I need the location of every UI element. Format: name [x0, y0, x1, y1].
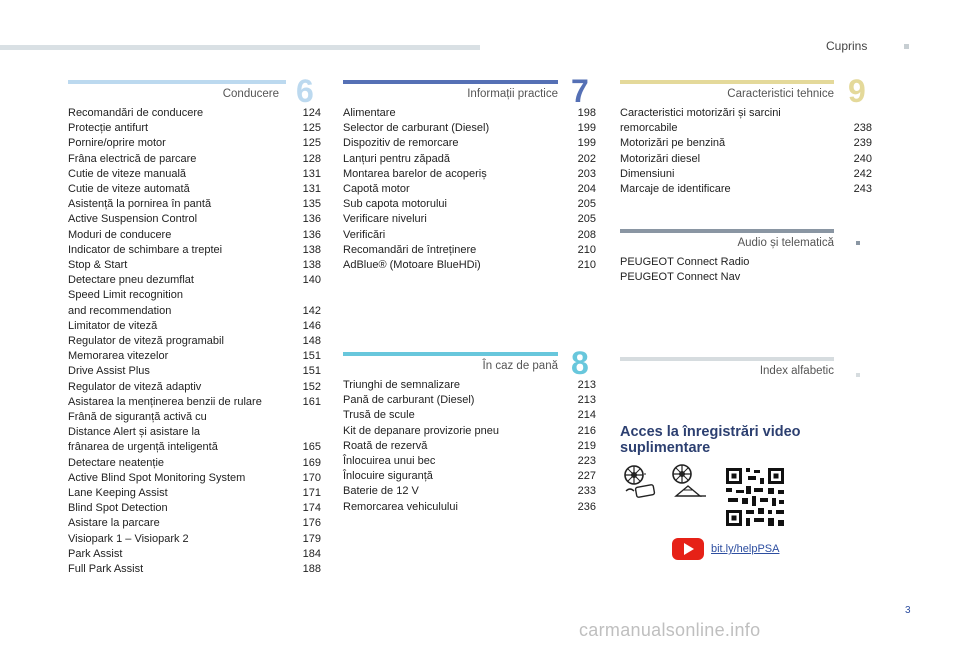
toc-entry-page: 204: [577, 183, 596, 196]
toc-entry-label: Park Assist: [68, 547, 123, 560]
toc-entry-label: Motorizări pe benzină: [620, 137, 726, 150]
toc-entry-page: 136: [302, 213, 321, 226]
page-title: Cuprins: [826, 39, 868, 53]
toc-entry[interactable]: [343, 136, 596, 151]
toc-entry[interactable]: [343, 167, 596, 182]
toc-entry[interactable]: [68, 319, 321, 334]
toc-entry[interactable]: [68, 167, 321, 182]
toc-entry-page: 171: [302, 487, 321, 500]
toc-entry-label: Moduri de conducere: [68, 228, 172, 241]
toc-entry-page: 227: [577, 470, 596, 483]
toc-entry[interactable]: [68, 395, 321, 410]
entry-list: [68, 106, 321, 577]
toc-entry[interactable]: [343, 439, 596, 454]
toc-entry-page: 210: [577, 243, 596, 256]
toc-entry-page: 146: [302, 319, 321, 332]
toc-entry-label: Active Suspension Control: [68, 213, 198, 226]
toc-entry[interactable]: [68, 334, 321, 349]
toc-entry[interactable]: [343, 197, 596, 212]
entry-list: [620, 255, 835, 285]
toc-entry-label: Sub capota motorului: [343, 198, 447, 211]
section-bar: [343, 80, 558, 84]
toc-entry[interactable]: [343, 212, 596, 227]
toc-entry[interactable]: [68, 516, 321, 531]
toc-entry-page: 176: [302, 517, 321, 530]
toc-entry-label: Baterie de 12 V: [343, 485, 419, 498]
toc-entry-page: 131: [302, 167, 321, 180]
section-number: 8: [571, 345, 589, 381]
toc-entry[interactable]: [620, 182, 872, 197]
toc-entry-label: Recomandări de întreținere: [343, 243, 477, 256]
toc-entry[interactable]: [68, 152, 321, 167]
toc-entry[interactable]: [343, 469, 596, 484]
toc-entry-page: 169: [302, 456, 321, 469]
toc-entry-page: 214: [577, 409, 596, 422]
toc-entry[interactable]: [68, 121, 321, 136]
toc-entry-page: 203: [577, 167, 596, 180]
toc-entry-page: 151: [302, 350, 321, 363]
toc-entry[interactable]: [68, 364, 321, 379]
toc-entry-label: Regulator de viteză adaptiv: [68, 380, 202, 393]
toc-entry-page: 131: [302, 183, 321, 196]
toc-entry[interactable]: [343, 152, 596, 167]
toc-entry-label: Frână de siguranță activă cu Distance Alert și asistare la frânarea de urgență inteligentă: [68, 411, 218, 454]
toc-entry[interactable]: [620, 167, 872, 182]
toc-entry-label: Asistarea la menținerea benzii de rulare: [68, 395, 262, 408]
toc-entry-label: PEUGEOT Connect Radio: [620, 256, 750, 268]
toc-entry-page: 242: [853, 167, 872, 180]
toc-entry[interactable]: [343, 500, 596, 515]
toc-entry-label: Active Blind Spot Monitoring System: [68, 471, 246, 484]
section-number: 6: [296, 73, 314, 109]
toc-entry-label: Selector de carburant (Diesel): [343, 122, 490, 135]
toc-entry-label: Alimentare: [343, 107, 396, 119]
toc-entry[interactable]: [343, 484, 596, 499]
toc-entry-label: Trusă de scule: [343, 409, 415, 422]
toc-entry-page: 125: [302, 122, 321, 135]
toc-entry-label: Montarea barelor de acoperiș: [343, 167, 487, 180]
toc-entry-label: Frâna electrică de parcare: [68, 152, 197, 165]
toc-entry[interactable]: [68, 197, 321, 212]
toc-entry[interactable]: [343, 408, 596, 423]
toc-entry-label: Caracteristici motorizări și sarcini remorcabile: [620, 107, 781, 135]
toc-entry-label: PEUGEOT Connect Nav: [620, 271, 741, 284]
toc-entry-page: 205: [577, 213, 596, 226]
toc-entry-label: Memorarea vitezelor: [68, 350, 169, 363]
toc-entry-page: 208: [577, 228, 596, 241]
toc-entry[interactable]: [620, 255, 835, 270]
toc-entry-page: 213: [577, 379, 596, 391]
toc-entry[interactable]: [343, 454, 596, 469]
toc-entry-label: Asistare la parcare: [68, 517, 160, 530]
qr-code-icon: [724, 466, 786, 528]
toc-entry-page: 240: [853, 152, 872, 165]
toc-entry-label: Stop & Start: [68, 259, 128, 272]
section-number: 9: [848, 73, 866, 109]
entry-list: [343, 378, 596, 515]
toc-entry[interactable]: [68, 243, 321, 258]
toc-entry[interactable]: [620, 152, 872, 167]
toc-entry[interactable]: [343, 393, 596, 408]
section-bar: [620, 357, 834, 361]
toc-entry-label: Drive Assist Plus: [68, 365, 150, 378]
page-number: 3: [905, 605, 911, 616]
toc-entry[interactable]: [343, 106, 596, 121]
toc-entry[interactable]: [343, 121, 596, 136]
toc-entry-label: Pană de carburant (Diesel): [343, 394, 475, 407]
toc-entry[interactable]: [68, 288, 321, 318]
video-section-title: Acces la înregistrări video suplimentare: [620, 424, 801, 456]
toc-entry[interactable]: [68, 258, 321, 273]
toc-entry-page: 243: [853, 183, 872, 196]
toc-entry[interactable]: [343, 182, 596, 197]
toc-entry-page: 148: [302, 335, 321, 348]
toc-entry-page: 184: [302, 547, 321, 560]
toc-entry-label: Motorizări diesel: [620, 152, 701, 165]
toc-entry-label: Roată de rezervă: [343, 439, 428, 452]
section-marker: [856, 241, 860, 245]
toc-entry-label: Pornire/oprire motor: [68, 137, 166, 150]
toc-entry-label: Indicator de schimbare a treptei: [68, 243, 223, 256]
tyre-repair-icon: [620, 464, 660, 500]
toc-entry-label: Înlocuire siguranță: [343, 470, 433, 483]
toc-entry-page: 188: [302, 563, 321, 576]
section-title: Conducere: [222, 88, 279, 100]
toc-entry[interactable]: [68, 182, 321, 197]
toc-entry-page: 138: [302, 243, 321, 256]
toc-entry[interactable]: [68, 212, 321, 227]
toc-entry[interactable]: [343, 243, 596, 258]
toc-entry[interactable]: [620, 270, 835, 285]
toc-entry[interactable]: [68, 349, 321, 364]
toc-entry-label: Full Park Assist: [68, 563, 144, 576]
toc-entry-page: 238: [853, 122, 872, 135]
toc-entry-page: 142: [302, 304, 321, 317]
section-marker: [856, 373, 860, 377]
toc-entry[interactable]: [68, 501, 321, 516]
section-title: În caz de pană: [482, 360, 558, 372]
header-marker: [904, 44, 909, 49]
toc-entry-label: Înlocuirea unui bec: [343, 455, 436, 468]
toc-entry[interactable]: [343, 378, 596, 393]
toc-entry-page: 136: [302, 228, 321, 241]
toc-entry-label: Remorcarea vehiculului: [343, 500, 458, 513]
toc-entry[interactable]: [620, 106, 872, 136]
toc-entry-page: 236: [577, 500, 596, 513]
top-bar: [0, 45, 480, 50]
toc-entry-label: Recomandări de conducere: [68, 107, 204, 119]
entry-list: [620, 106, 872, 197]
toc-entry-page: 179: [302, 532, 321, 545]
toc-entry-label: Lane Keeping Assist: [68, 487, 168, 500]
toc-entry-label: AdBlue® (Motoare BlueHDi): [343, 259, 481, 272]
toc-entry[interactable]: [68, 547, 321, 562]
toc-entry-page: 239: [853, 137, 872, 150]
toc-entry-page: 213: [577, 394, 596, 407]
toc-entry[interactable]: [68, 471, 321, 486]
toc-entry-page: 125: [302, 137, 321, 150]
section-number: 7: [571, 73, 589, 109]
toc-entry-label: Regulator de viteză programabil: [68, 335, 224, 348]
toc-entry-page: 170: [302, 471, 321, 484]
toc-entry-label: Blind Spot Detection: [68, 502, 168, 515]
entry-list: [343, 106, 596, 273]
toc-entry-page: 233: [577, 485, 596, 498]
toc-entry-page: 219: [577, 439, 596, 452]
toc-entry-label: Lanțuri pentru zăpadă: [343, 152, 451, 165]
section-title: Informații practice: [467, 88, 558, 100]
toc-entry-page: 205: [577, 198, 596, 211]
toc-entry[interactable]: [68, 273, 321, 288]
toc-entry[interactable]: [68, 456, 321, 471]
toc-entry-label: Limitator de viteză: [68, 319, 158, 332]
section-bar: [343, 352, 558, 356]
toc-entry[interactable]: [620, 136, 872, 151]
toc-entry[interactable]: [68, 532, 321, 547]
toc-entry-page: 152: [302, 380, 321, 393]
toc-entry-label: Detectare neatenție: [68, 456, 165, 469]
toc-entry-page: 124: [302, 107, 321, 119]
toc-entry-label: Verificări: [343, 228, 386, 241]
toc-entry-page: 210: [577, 259, 596, 272]
toc-entry-page: 151: [302, 365, 321, 378]
toc-entry-label: Visiopark 1 – Visiopark 2: [68, 532, 189, 545]
toc-entry-page: 165: [302, 441, 321, 454]
toc-entry-page: 198: [577, 107, 596, 119]
toc-entry-page: 161: [302, 395, 321, 408]
toc-entry-label: Asistență la pornirea în pantă: [68, 198, 212, 211]
section-bar: [620, 80, 834, 84]
toc-entry-page: 199: [577, 122, 596, 135]
section-title: Audio și telematică: [737, 237, 834, 249]
toc-entry[interactable]: [343, 258, 596, 273]
toc-entry-page: 202: [577, 152, 596, 165]
section-title: Caracteristici tehnice: [727, 88, 834, 100]
toc-entry-label: Capotă motor: [343, 183, 410, 196]
toc-entry-page: 138: [302, 259, 321, 272]
toc-entry-page: 135: [302, 198, 321, 211]
toc-entry-label: Dispozitiv de remorcare: [343, 137, 459, 150]
toc-entry-page: 199: [577, 137, 596, 150]
toc-entry-page: 128: [302, 152, 321, 165]
video-link[interactable]: bit.ly/helpPSA: [711, 543, 780, 555]
toc-entry-label: Speed Limit recognition and recommendation: [68, 289, 183, 317]
toc-entry[interactable]: [343, 424, 596, 439]
toc-entry[interactable]: [68, 380, 321, 395]
toc-entry-page: 223: [577, 455, 596, 468]
section-title: Index alfabetic: [759, 365, 834, 377]
watermark: carmanualsonline.info: [579, 620, 761, 640]
toc-entry-page: 216: [577, 424, 596, 437]
toc-entry[interactable]: [68, 562, 321, 577]
toc-entry-label: Protecție antifurt: [68, 122, 149, 135]
section-bar: [68, 80, 286, 84]
toc-entry[interactable]: [68, 228, 321, 243]
toc-entry-label: Verificare niveluri: [343, 213, 427, 226]
toc-entry[interactable]: [68, 486, 321, 501]
toc-entry-label: Triunghi de semnalizare: [343, 379, 460, 391]
toc-entry-label: Cutie de viteze automată: [68, 183, 190, 196]
toc-entry[interactable]: [343, 228, 596, 243]
toc-entry-page: 140: [302, 274, 321, 287]
toc-entry-label: Marcaje de identificare: [620, 183, 731, 196]
toc-entry-label: Cutie de viteze manuală: [68, 167, 187, 180]
toc-entry[interactable]: [68, 106, 321, 121]
toc-entry-label: Kit de depanare provizorie pneu: [343, 424, 499, 437]
toc-entry-page: 174: [302, 502, 321, 515]
wheel-change-icon: [670, 464, 708, 500]
toc-entry[interactable]: [68, 410, 321, 456]
toc-entry-label: Detectare pneu dezumflat: [68, 274, 194, 287]
section-bar: [620, 229, 834, 233]
toc-entry-label: Dimensiuni: [620, 167, 675, 180]
youtube-icon[interactable]: [672, 538, 704, 560]
toc-entry[interactable]: [68, 136, 321, 151]
